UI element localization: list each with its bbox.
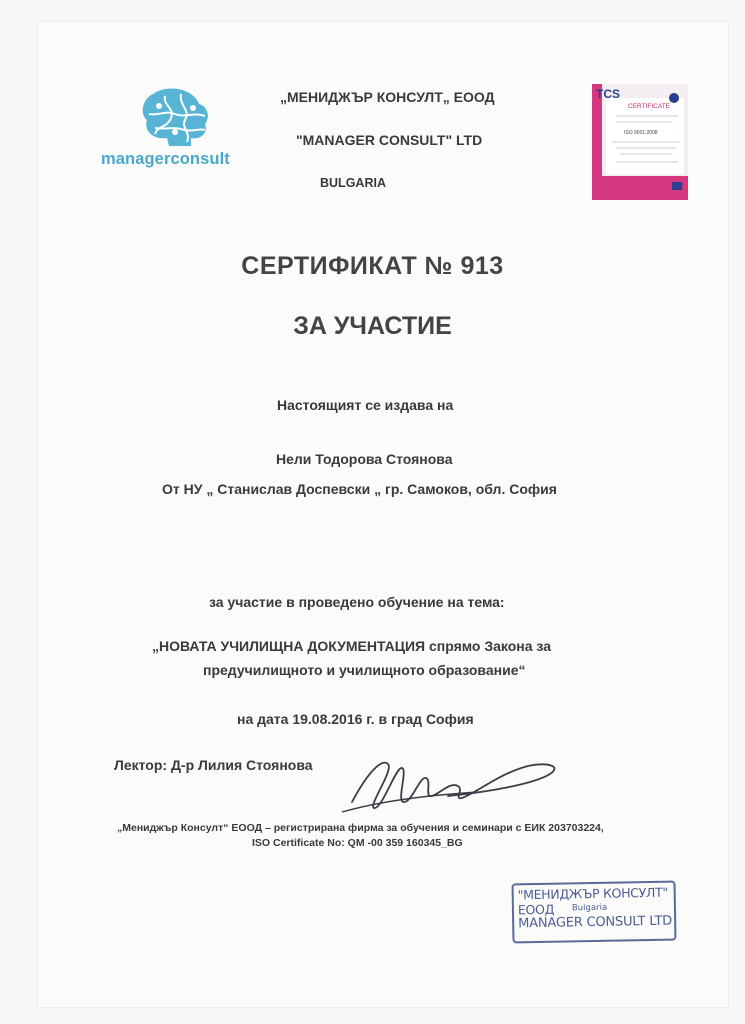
lecturer: Лектор: Д-р Лилия Стоянова	[114, 757, 313, 773]
company-name-en: "MANAGER CONSULT" LTD	[296, 132, 483, 148]
footer-iso-certificate: ISO Certificate No: QM -00 359 160345_BG	[252, 837, 463, 849]
training-intro: за участие в проведено обучение на тема:	[209, 594, 505, 610]
training-topic-line2: предучилищното и училищното образование“	[203, 662, 526, 678]
badge-top-label: TCS	[596, 87, 620, 101]
participant-name: Нели Тодорова Стоянова	[276, 451, 453, 467]
certificate-title: СЕРТИФИКАТ № 913	[241, 252, 504, 280]
badge-title: CERTIFICATE	[628, 103, 671, 110]
badge-iso: ISO 9001:2008	[624, 130, 658, 136]
certificate-subtitle: ЗА УЧАСТИЕ	[293, 312, 452, 340]
training-topic-line1: „НОВАТА УЧИЛИЩНА ДОКУМЕНТАЦИЯ спрямо Закона за	[152, 638, 551, 654]
footer-registration: „Мениджър Консулт“ ЕООД – регистрирана фирма за обучения и семинари с ЕИК 203703224,	[117, 822, 604, 834]
issued-to-label: Настоящият се издава на	[277, 397, 454, 413]
company-stamp	[511, 881, 676, 944]
participant-organization: От НУ „ Станислав Доспевски „ гр. Самоков, обл. София	[162, 481, 557, 497]
country: BULGARIA	[320, 176, 386, 190]
company-name-bg: „МЕНИДЖЪР КОНСУЛТ„ ЕООД	[280, 89, 495, 105]
signature-image	[338, 752, 568, 818]
training-date-place: на дата 19.08.2016 г. в град София	[237, 711, 474, 727]
logo-wordmark: managerconsult	[101, 150, 230, 168]
stamp-line1: "МЕНИДЖЪР КОНСУЛТ" ЕООД	[517, 884, 668, 918]
stamp-line2: Bulgaria	[571, 902, 608, 914]
iso-certificate-badge-icon	[592, 84, 688, 200]
stamp-line3: MANAGER CONSULT LTD	[518, 913, 673, 932]
